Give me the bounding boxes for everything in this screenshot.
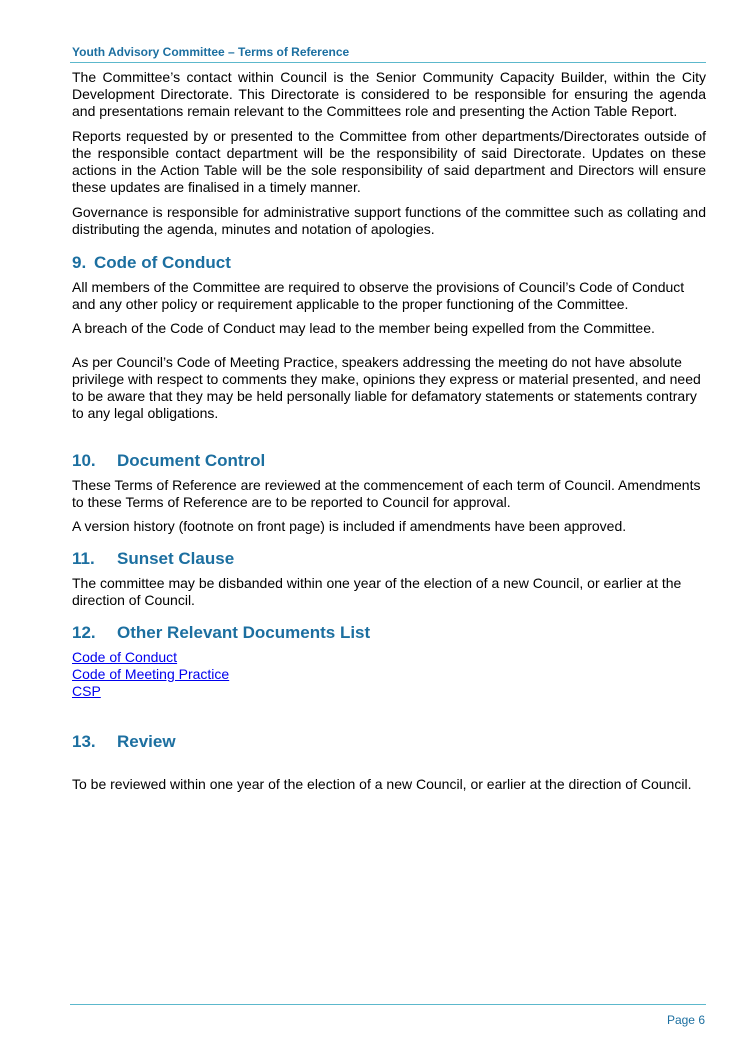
header-divider	[70, 62, 706, 63]
running-header: Youth Advisory Committee – Terms of Reference	[72, 45, 350, 59]
section-9-heading	[72, 253, 706, 273]
section-11-number: 11.	[72, 549, 95, 568]
section-13-title: Review	[117, 732, 176, 751]
section-9-paragraph-1: All members of the Committee are required to observe the provisions of Council’s Code of Conduct and any other policy or requirement applicable to the proper functioning of the Committee.	[72, 279, 685, 312]
section-9-paragraph-2: A breach of the Code of Conduct may lead to the member being expelled from the Committee.	[72, 320, 655, 336]
section-11-paragraph-1: The committee may be disbanded within one year of the election of a new Council, or earlier at the direction of Council.	[72, 575, 682, 608]
intro-paragraph-2: Reports requested by or presented to the Committee from other departments/Directorates outside of the responsible contact department will be the responsibility of said Directorate. Updates on these actions in the Action Table will be the sole responsibility of said department and Directors will ensure these updates are finalised in a timely manner.	[72, 128, 706, 195]
section-9-title: Code of Conduct	[94, 253, 231, 272]
section-10-title: Document Control	[117, 451, 266, 470]
section-12-title: Other Relevant Documents List	[117, 623, 371, 642]
section-13-heading	[72, 732, 706, 752]
section-12-number: 12.	[72, 623, 96, 642]
page-number: Page 6	[666, 1013, 705, 1027]
section-9-paragraph-3: As per Council’s Code of Meeting Practice, speakers addressing the meeting do not have absolute privilege with respect to comments they make, opinions they express or material presented, and need to be aware that they may be held personally liable for defamatory statements or statements contrary to any legal obligations.	[72, 354, 701, 421]
link-csp[interactable]: CSP	[72, 683, 101, 699]
section-11-title: Sunset Clause	[117, 549, 235, 568]
section-12-heading	[72, 623, 706, 643]
section-11-heading	[72, 549, 706, 569]
section-10-number: 10.	[72, 451, 96, 470]
intro-paragraph-3: Governance is responsible for administrative support functions of the committee such as collating and distributing the agenda, minutes and notation of apologies.	[72, 204, 706, 237]
section-13-number: 13.	[72, 732, 96, 751]
intro-paragraph-1: The Committee’s contact within Council is the Senior Community Capacity Builder, within the City Development Directorate. This Directorate is considered to be responsible for ensuring the agenda and presentations remain relevant to the Committees role and presenting the Action Table Report.	[72, 69, 706, 119]
section-13-paragraph-1: To be reviewed within one year of the election of a new Council, or earlier at the direction of Council.	[72, 776, 692, 792]
section-10-paragraph-2: A version history (footnote on front page) is included if amendments have been approved.	[72, 518, 627, 534]
link-code-of-meeting-practice[interactable]: Code of Meeting Practice	[72, 666, 230, 682]
section-10-heading	[72, 451, 706, 471]
page-content	[72, 69, 706, 793]
related-documents-list	[72, 649, 706, 700]
footer-divider	[70, 1004, 706, 1005]
section-10-paragraph-1: These Terms of Reference are reviewed at the commencement of each term of Council. Amendments to these Terms of Reference are to be reported to Council for approval.	[72, 477, 701, 510]
link-code-of-conduct[interactable]: Code of Conduct	[72, 649, 178, 665]
section-9-number: 9.	[72, 253, 87, 272]
